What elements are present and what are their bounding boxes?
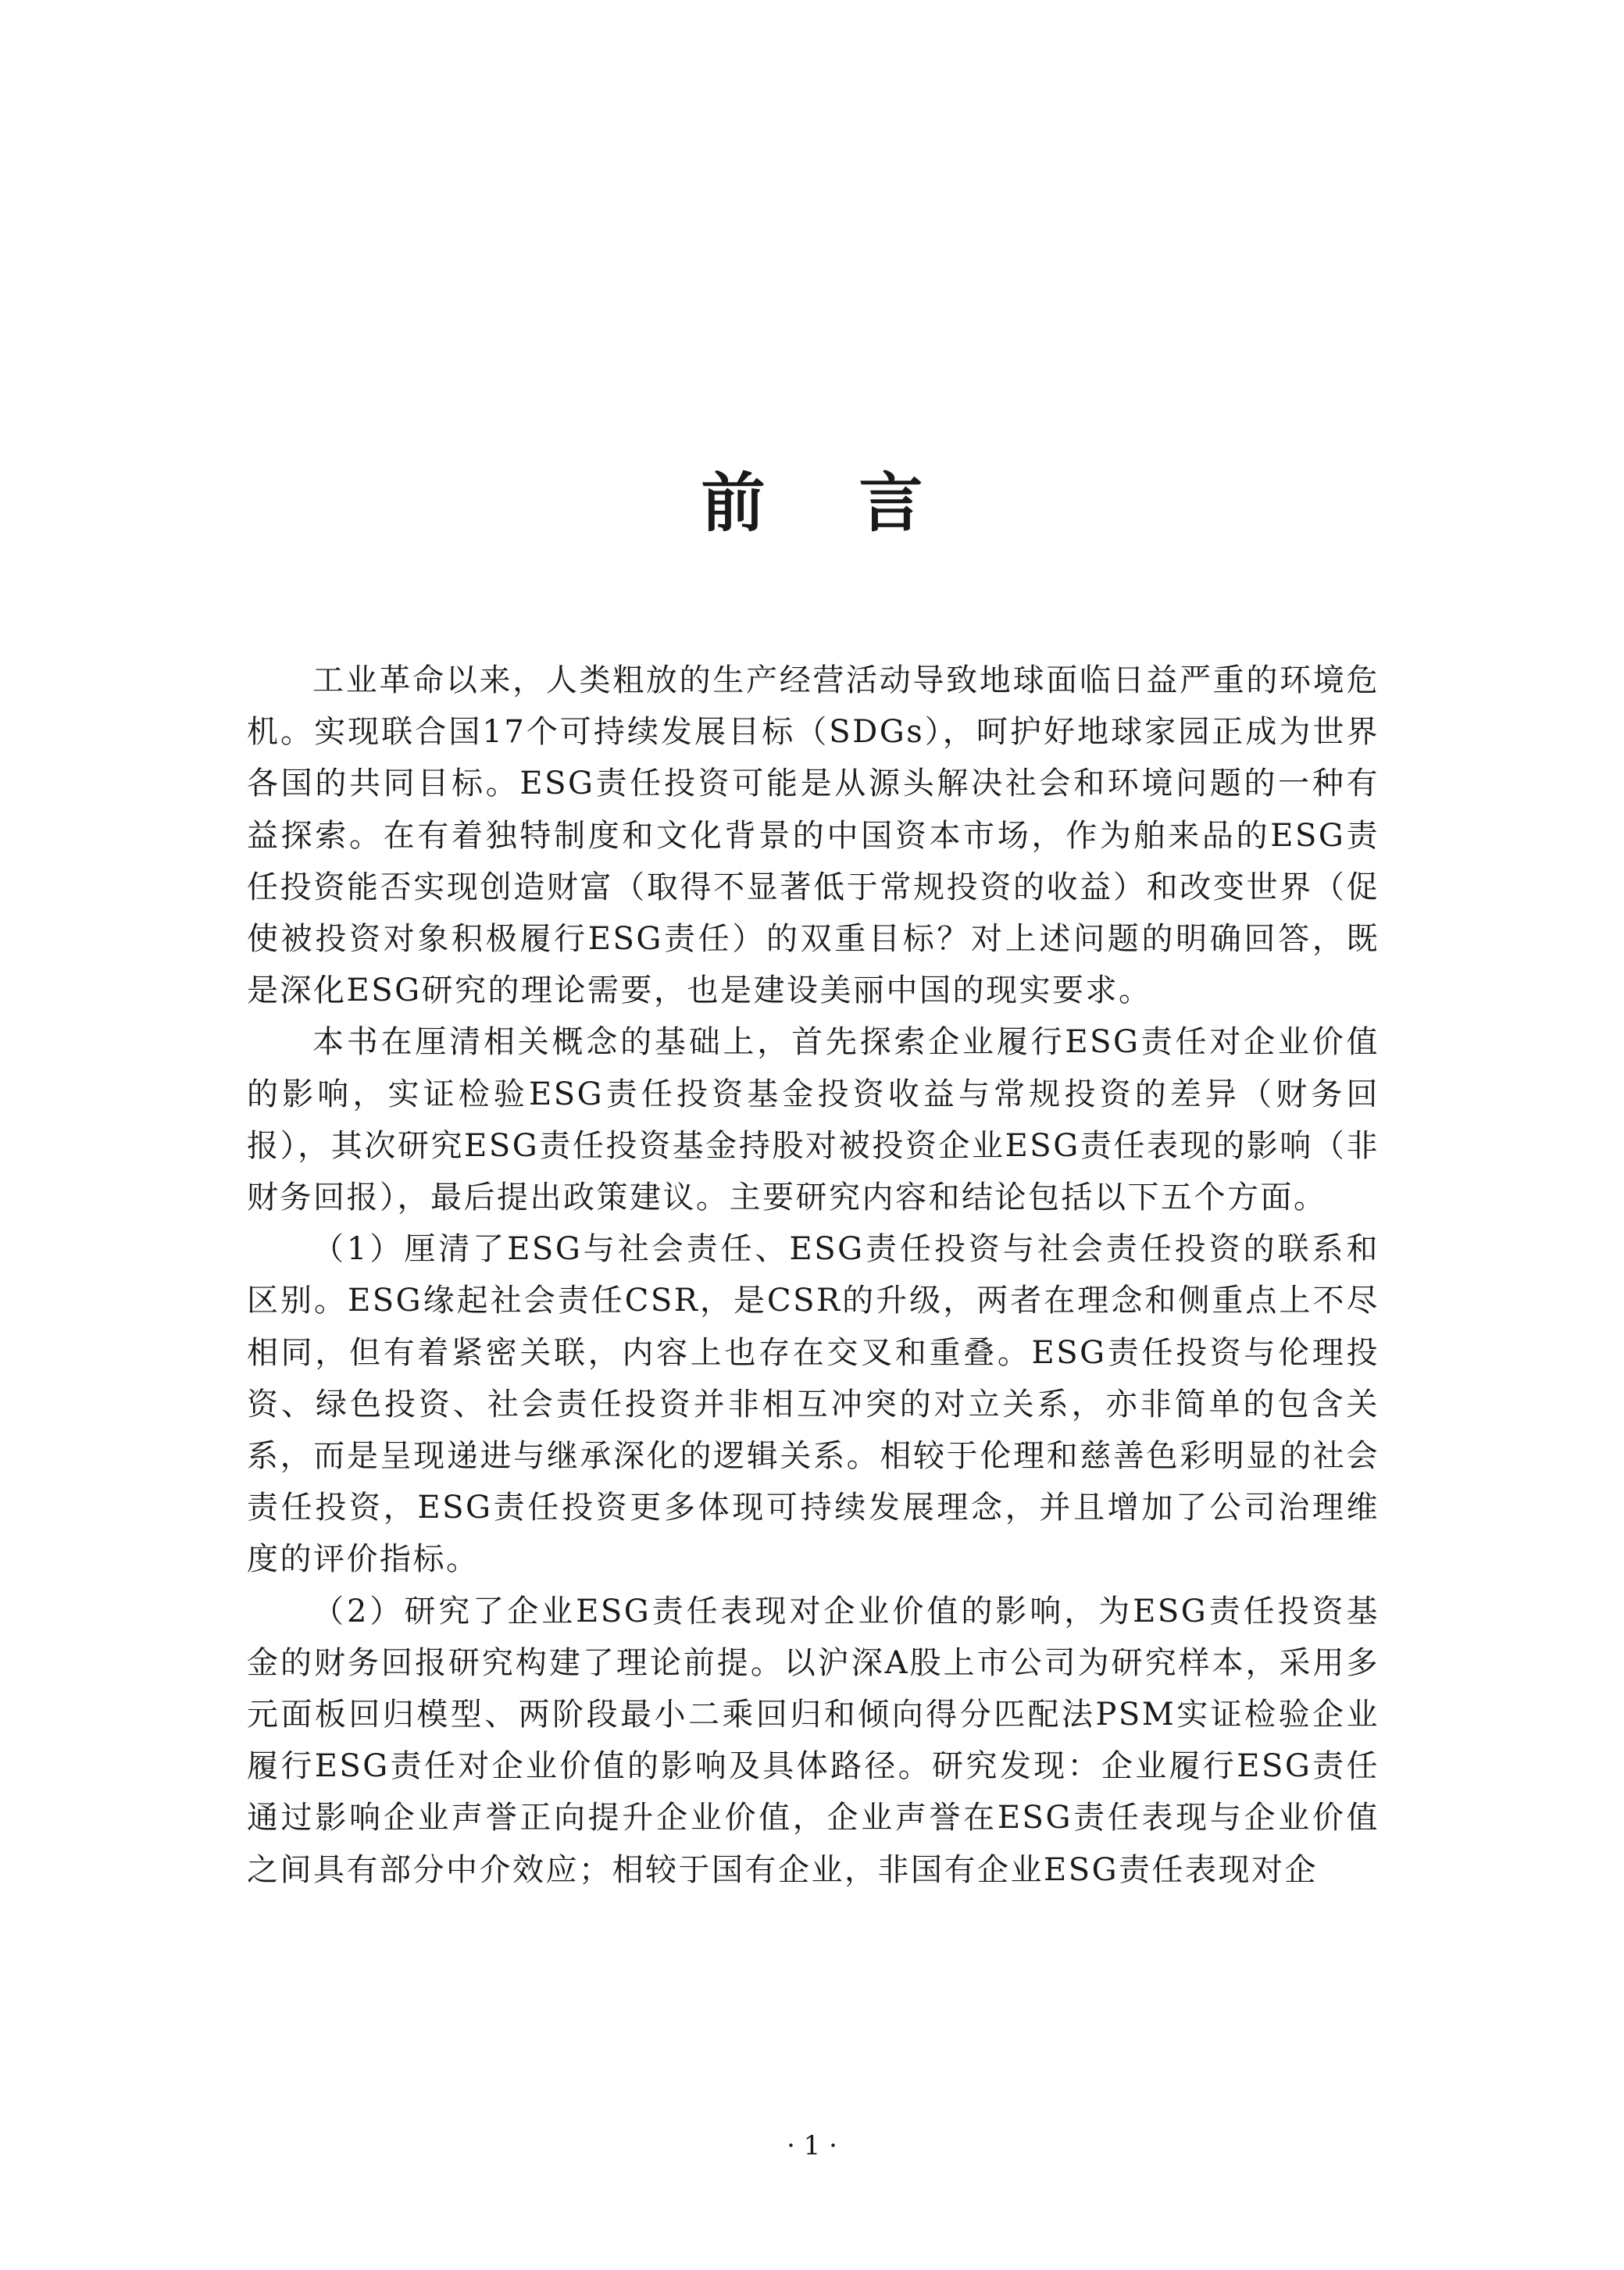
page-number: · 1 · (787, 2130, 837, 2161)
paragraph-intro: 工业革命以来，人类粗放的生产经营活动导致地球面临日益严重的环境危机。实现联合国17个可持续发展目标（SDGs），呵护好地球家园正成为世界各国的共同目标。ESG责任投资可能是从源头解决社会和环境问题的一种有益探索。在有着独特制度和文化背景的中国资本市场，作为舶来品的ESG责任投资能否实现创造财富（取得不显著低于常规投资的收益）和改变世界（促使被投资对象积极履行ESG责任）的双重目标？对上述问题的明确回答，既是深化ESG研究的理论需要，也是建设美丽中国的现实要求。 (247, 662, 1380, 1009)
paragraph-overview: 本书在厘清相关概念的基础上，首先探索企业履行ESG责任对企业价值的影响，实证检验ESG责任投资基金投资收益与常规投资的差异（财务回报），其次研究ESG责任投资基金持股对被投资企业ESG责任表现的影响（非财务回报），最后提出政策建议。主要研究内容和结论包括以下五个方面。 (247, 1024, 1380, 1216)
body-text (247, 655, 1380, 1896)
paragraph-point-1: （1）厘清了ESG与社会责任、ESG责任投资与社会责任投资的联系和区别。ESG缘起社会责任CSR，是CSR的升级，两者在理念和侧重点上不尽相同，但有着紧密关联，内容上也存在交叉和重叠。ESG责任投资与伦理投资、绿色投资、社会责任投资并非相互冲突的对立关系，亦非简单的包含关系，而是呈现递进与继承深化的逻辑关系。相较于伦理和慈善色彩明显的社会责任投资，ESG责任投资更多体现可持续发展理念，并且增加了公司治理维度的评价指标。 (247, 1231, 1380, 1578)
paragraph-point-2: （2）研究了企业ESG责任表现对企业价值的影响，为ESG责任投资基金的财务回报研究构建了理论前提。以沪深A股上市公司为研究样本，采用多元面板回归模型、两阶段最小二乘回归和倾向得分匹配法PSM实证检验企业履行ESG责任对企业价值的影响及具体路径。研究发现：企业履行ESG责任通过影响企业声誉正向提升企业价值，企业声誉在ESG责任表现与企业价值之间具有部分中介效应；相较于国有企业，非国有企业ESG责任表现对企 (247, 1593, 1380, 1888)
page-title: 前言 (701, 465, 1017, 541)
